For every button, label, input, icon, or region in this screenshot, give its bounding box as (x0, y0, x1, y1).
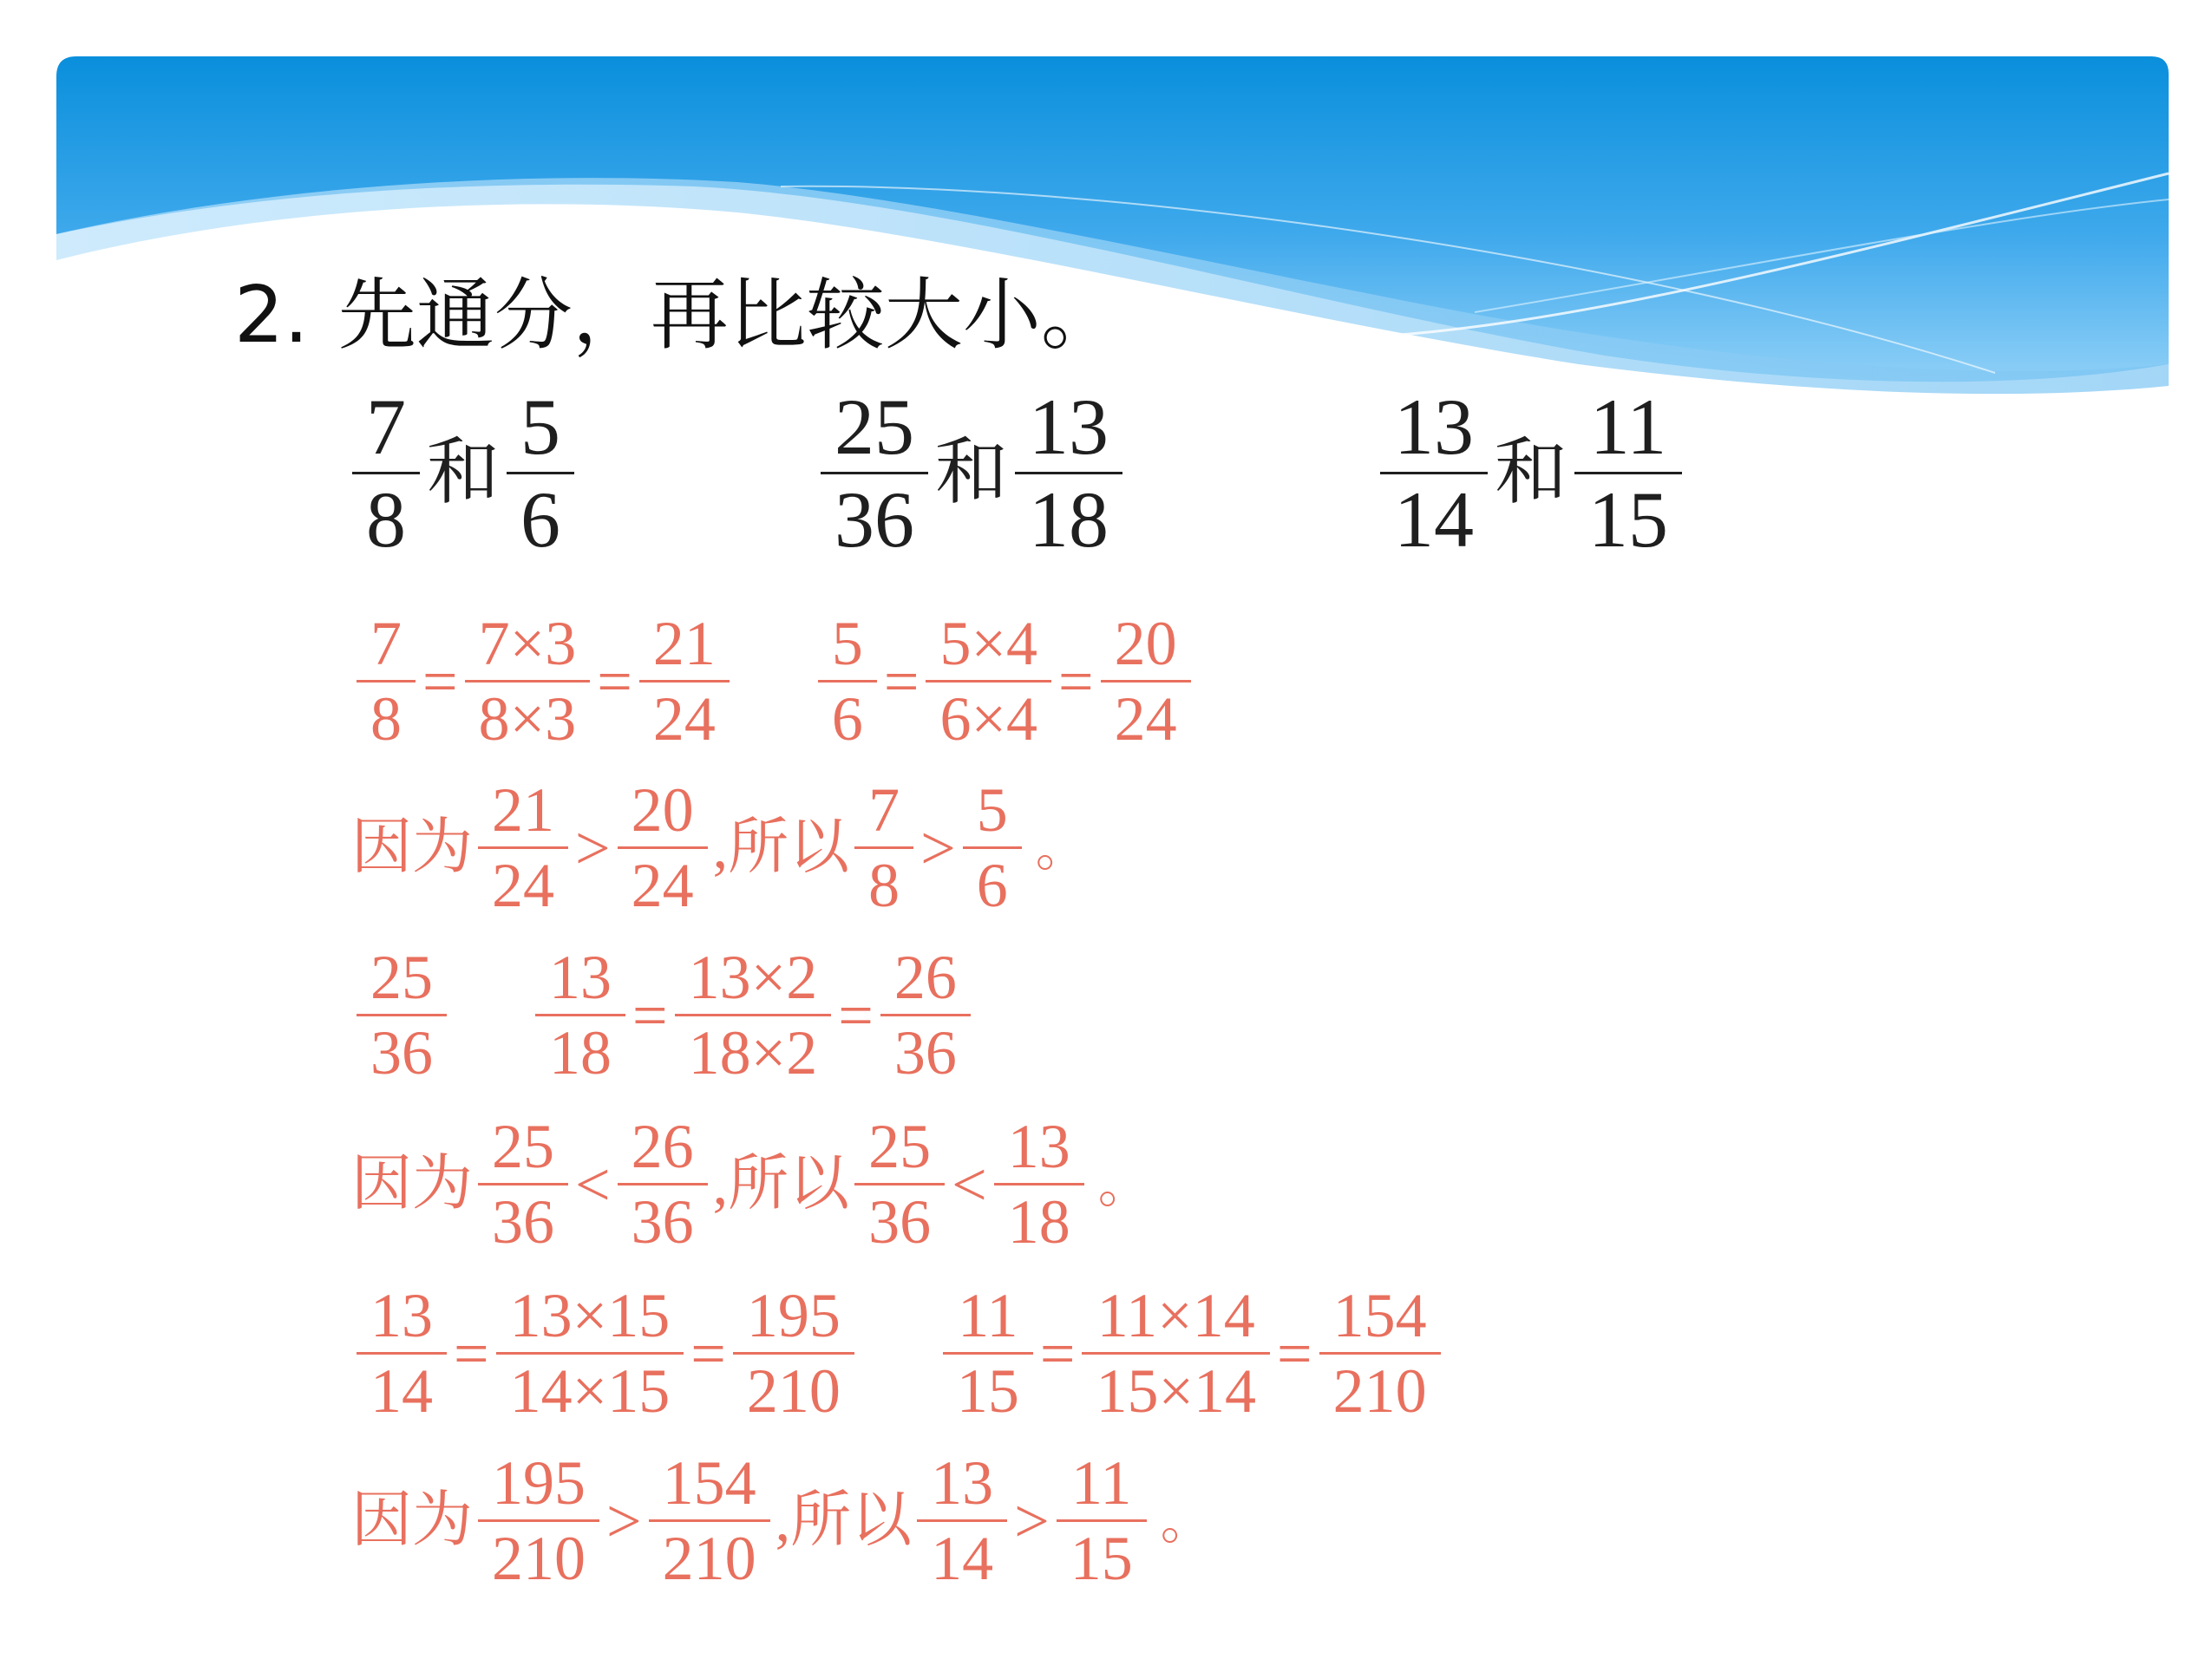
equals-sign: = (838, 980, 874, 1050)
fraction (943, 1279, 1033, 1427)
denominator: 210 (662, 1524, 756, 1593)
denominator: 8 (370, 684, 402, 754)
numerator: 11 (1071, 1448, 1132, 1518)
and-word: 和 (935, 432, 1009, 513)
numerator: 13 (370, 1281, 433, 1350)
fraction (496, 1279, 684, 1427)
comparison-sign: > (606, 1486, 642, 1556)
fraction (357, 607, 416, 755)
numerator: 7×3 (478, 609, 577, 678)
period: 。 (1035, 819, 1088, 877)
equals-sign: = (454, 1318, 489, 1388)
numerator: 5 (831, 609, 863, 678)
denominator: 210 (492, 1524, 586, 1593)
comparison-sign: > (1014, 1486, 1050, 1556)
equals-sign: = (1039, 1318, 1076, 1388)
numerator: 11×14 (1096, 1281, 1255, 1350)
equals-sign: = (597, 646, 632, 716)
numerator: 7 (370, 609, 402, 678)
numerator: 195 (492, 1448, 586, 1518)
numerator: 5 (520, 382, 561, 471)
numerator: 5×4 (939, 609, 1038, 678)
numerator: 154 (662, 1448, 756, 1518)
fraction (618, 1110, 708, 1258)
denominator: 24 (492, 851, 554, 920)
denominator: 6 (976, 851, 1008, 920)
and-word: 和 (1495, 432, 1568, 513)
numerator: 26 (631, 1112, 694, 1181)
problem-1 (347, 382, 579, 565)
fraction (1057, 1447, 1147, 1595)
fraction (478, 1447, 599, 1595)
numerator: 7 (366, 382, 406, 471)
comparison-sign: < (952, 1149, 987, 1219)
denominator: 14×15 (509, 1356, 671, 1426)
fraction (818, 607, 877, 755)
denominator: 14 (370, 1356, 433, 1426)
numerator: 13 (1007, 1112, 1070, 1181)
numerator: 25 (868, 1112, 932, 1181)
question-number: 2. (234, 270, 309, 361)
denominator: 24 (1114, 684, 1177, 754)
denominator: 6 (831, 684, 863, 754)
numerator: 25 (370, 943, 433, 1012)
fraction (854, 774, 913, 922)
fraction (535, 941, 625, 1089)
denominator: 18×2 (688, 1018, 818, 1087)
numerator: 13×2 (688, 943, 818, 1012)
fraction (649, 1447, 770, 1595)
numerator: 7 (868, 775, 900, 845)
numerator: 13 (931, 1448, 994, 1518)
solution-3-conversion (351, 1279, 1446, 1427)
because-word: 因为 (351, 1486, 473, 1554)
because-word: 因为 (351, 1150, 473, 1218)
question-text: 先通分，再比较大小。 (337, 270, 1119, 361)
denominator: 6 (520, 475, 561, 564)
solution-2-conversion (351, 941, 976, 1089)
problem-3 (1375, 382, 1687, 565)
fraction (478, 774, 568, 922)
numerator: 21 (652, 609, 716, 678)
fraction (618, 774, 708, 922)
numerator: 20 (631, 775, 694, 845)
numerator: 11 (958, 1281, 1018, 1350)
equals-sign: = (632, 980, 668, 1050)
fraction (963, 774, 1022, 922)
denominator: 8 (366, 475, 406, 564)
numerator: 154 (1332, 1281, 1427, 1350)
denominator: 8×3 (478, 684, 577, 754)
denominator: 210 (1332, 1356, 1427, 1426)
denominator: 36 (370, 1018, 433, 1087)
fraction (1380, 382, 1488, 565)
so-word: ,所以 (712, 813, 850, 881)
so-word: ,所以 (712, 1150, 850, 1218)
denominator: 36 (492, 1187, 554, 1257)
numerator: 25 (834, 382, 914, 471)
numerator: 25 (492, 1112, 554, 1181)
fraction (917, 1447, 1007, 1595)
fraction (352, 382, 420, 565)
fraction (994, 1110, 1084, 1258)
fraction (357, 941, 447, 1089)
fraction (357, 1279, 447, 1427)
period: 。 (1160, 1492, 1213, 1550)
comparison-sign: > (575, 813, 611, 883)
fraction (465, 607, 591, 755)
solution-1-conclusion (351, 774, 1088, 922)
denominator: 14 (931, 1524, 994, 1593)
fraction (507, 382, 574, 565)
fraction (926, 607, 1051, 755)
fraction (733, 1279, 854, 1427)
numerator: 13 (549, 943, 612, 1012)
fraction (1101, 607, 1191, 755)
fraction (1574, 382, 1682, 565)
period: 。 (1097, 1155, 1150, 1213)
so-word: ,所以 (775, 1486, 913, 1554)
question-title (234, 251, 1119, 364)
denominator: 15 (956, 1356, 1019, 1426)
numerator: 11 (1589, 382, 1667, 471)
equals-sign: = (422, 646, 458, 716)
equals-sign: = (1058, 646, 1094, 716)
fraction (821, 382, 928, 565)
equals-sign: = (1277, 1318, 1312, 1388)
denominator: 8 (868, 851, 900, 920)
solution-2-conclusion (351, 1110, 1150, 1258)
equals-sign: = (690, 1318, 726, 1388)
fraction (1015, 382, 1122, 565)
because-word: 因为 (351, 813, 473, 881)
denominator: 36 (834, 475, 914, 564)
denominator: 18 (1007, 1187, 1070, 1257)
solution-3-conclusion (351, 1447, 1213, 1595)
comparison-sign: > (920, 813, 956, 883)
denominator: 14 (1394, 475, 1474, 564)
numerator: 13×15 (509, 1281, 671, 1350)
denominator: 15 (1070, 1524, 1133, 1593)
denominator: 15 (1588, 475, 1669, 564)
denominator: 15×14 (1096, 1356, 1257, 1426)
denominator: 36 (868, 1187, 932, 1257)
denominator: 24 (652, 684, 716, 754)
fraction (880, 941, 971, 1089)
numerator: 26 (893, 943, 957, 1012)
fraction (639, 607, 730, 755)
problem-2 (815, 382, 1128, 565)
numerator: 13 (1029, 382, 1109, 471)
denominator: 210 (746, 1356, 841, 1426)
numerator: 21 (492, 775, 554, 845)
denominator: 36 (893, 1018, 957, 1087)
numerator: 20 (1114, 609, 1177, 678)
denominator: 18 (549, 1018, 612, 1087)
numerator: 195 (746, 1281, 841, 1350)
comparison-sign: < (575, 1149, 611, 1219)
denominator: 18 (1029, 475, 1109, 564)
denominator: 24 (631, 851, 694, 920)
fraction (1082, 1279, 1270, 1427)
fraction (854, 1110, 945, 1258)
fraction (675, 941, 832, 1089)
fraction (1319, 1279, 1441, 1427)
equals-sign: = (883, 646, 919, 716)
fraction (478, 1110, 568, 1258)
and-word: 和 (427, 432, 501, 513)
numerator: 5 (976, 775, 1008, 845)
denominator: 36 (631, 1187, 694, 1257)
denominator: 6×4 (939, 684, 1038, 754)
solution-1-conversion (351, 607, 1196, 755)
numerator: 13 (1394, 382, 1474, 471)
